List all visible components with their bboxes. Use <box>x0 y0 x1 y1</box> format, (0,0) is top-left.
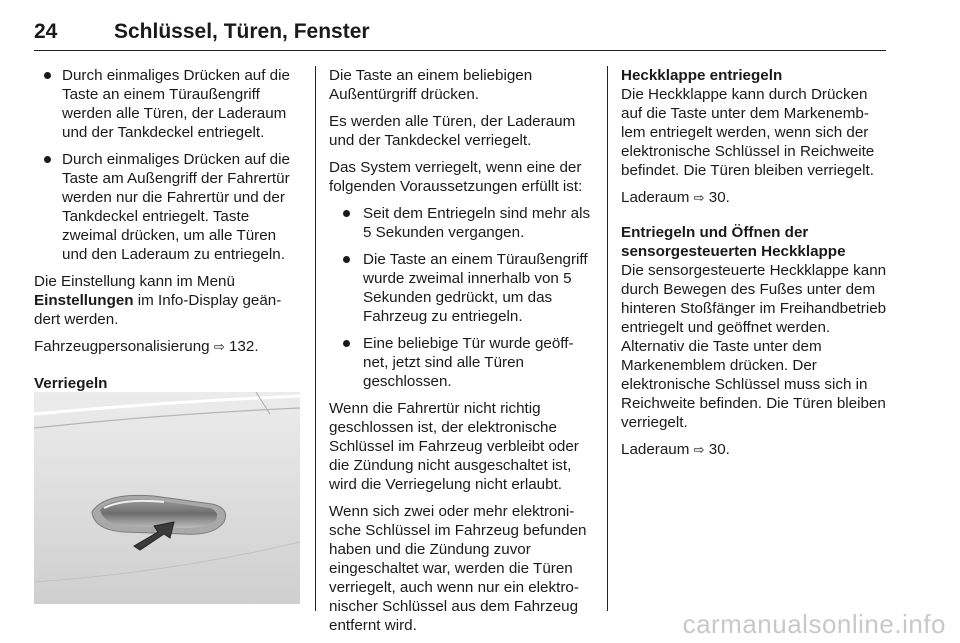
door-handle-image <box>34 392 300 604</box>
section-heading-lock: Verriegeln <box>34 375 108 392</box>
paragraph: Wenn sich zwei oder mehr elektronische Schlüssel im Fahrzeug befunden haben und die Zündung zuvor eingeschaltet war, werden die Türen verriegelt, auch wenn nur ein elektronischer Schlüssel aus dem Fahrzeug entfernt wird. <box>329 503 587 634</box>
cross-reference[interactable]: Fahrzeugpersonalisierung ⇨ 132. <box>34 338 259 355</box>
column-divider <box>607 66 608 611</box>
page-number: 24 <box>34 20 58 43</box>
watermark: carmanualsonline.info <box>682 609 946 639</box>
settings-paragraph: Die Einstellung kann im Menü Einstellungen im Info-Display geändert werden. <box>34 273 282 328</box>
arrow-right-icon: ⇨ <box>693 190 705 205</box>
column-left <box>34 66 300 393</box>
list-item: Durch einmaliges Drücken auf die Taste an einem Türaußengriff werden alle Türen, der Laderaum und der Tankdeckel entriegelt. <box>34 66 300 142</box>
page-title: Schlüssel, Türen, Fenster <box>114 20 370 43</box>
column-divider <box>315 66 316 611</box>
arrow-right-icon: ⇨ <box>213 339 225 354</box>
list-item: Eine beliebige Tür wurde geöffnet, jetzt sind alle Türen geschlossen. <box>329 334 593 391</box>
cross-reference[interactable]: Laderaum ⇨ 30. <box>621 189 730 206</box>
paragraph: Das System verriegelt, wenn eine der folgenden Voraussetzungen erfüllt ist: <box>329 159 583 195</box>
cross-reference[interactable]: Laderaum ⇨ 30. <box>621 441 730 458</box>
section-heading-tailgate: Heckklappe entriegeln <box>621 67 783 84</box>
paragraph: Die Taste an einem beliebigen Außentürgriff drücken. <box>329 67 533 103</box>
paragraph: Wenn die Fahrertür nicht richtig geschlossen ist, der elektronische Schlüssel im Fahrzeug verbleibt oder die Zündung nicht ausgeschaltet ist, wird die Verriegelung nicht erlaubt. <box>329 400 579 493</box>
column-right <box>621 66 887 467</box>
section-heading-sensor-tailgate: Entriegeln und Öffnen der sensorgesteuerten Heckklappe <box>621 224 846 260</box>
list-item: Seit dem Entriegeln sind mehr als 5 Sekunden vergangen. <box>329 204 593 242</box>
list-item: Durch einmaliges Drücken auf die Taste am Außengriff der Fahrertür werden nur die Fahrertür und der Tankdeckel entriegelt. Taste zweimal drücken, um alle Türen und den Laderaum zu entriegeln. <box>34 150 300 264</box>
settings-menu-name: Einstellungen <box>34 292 134 309</box>
paragraph: Es werden alle Türen, der Laderaum und der Tankdeckel verriegelt. <box>329 113 576 149</box>
column-middle <box>329 66 593 643</box>
arrow-right-icon: ⇨ <box>693 442 705 457</box>
paragraph: Die sensorgesteuerte Heckklappe kann durch Bewegen des Fußes unter dem hinteren Stoßfänger im Freihandbetrieb entriegelt und geöffnet werden. Alternativ die Taste unter dem Markenemblem drücken. Der elektronische Schlüssel muss sich in Reichweite befinden. Die Türen bleiben verriegelt. <box>621 262 887 431</box>
door-handle-illustration <box>34 392 300 604</box>
paragraph: Die Heckklappe kann durch Drücken auf die Taste unter dem Markenemblem entriegelt werden, wenn sich der elektronische Schlüssel in Reichweite befindet. Die Türen bleiben verriegelt. <box>621 86 875 179</box>
list-item: Die Taste an einem Türaußengriff wurde zweimal innerhalb von 5 Sekunden gedrückt, um das Fahrzeug zu entriegeln. <box>329 250 593 326</box>
page-header <box>34 10 886 51</box>
